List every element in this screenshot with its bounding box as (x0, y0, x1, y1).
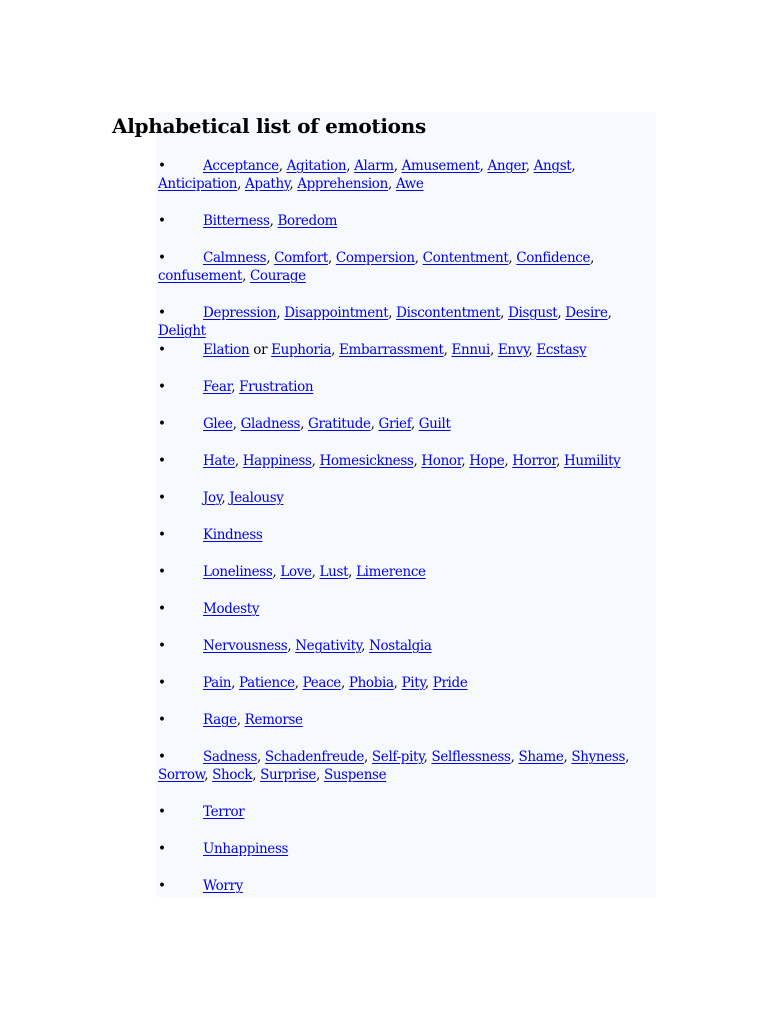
emotion-link[interactable]: Surprise (260, 767, 317, 783)
separator-text: , (607, 305, 612, 321)
emotion-link[interactable]: Nostalgia (369, 638, 432, 654)
emotion-link[interactable]: Shame (518, 749, 564, 765)
list-item (158, 563, 650, 581)
list-item (158, 249, 650, 285)
emotion-link[interactable]: Kindness (203, 527, 263, 543)
list-item (158, 157, 650, 193)
emotion-link[interactable]: Pity (401, 675, 425, 691)
separator-text: , (489, 342, 498, 358)
emotion-link[interactable]: Courage (249, 268, 306, 284)
separator-text: , (234, 453, 243, 469)
separator-text: , (557, 305, 566, 321)
emotion-link[interactable]: Lust (319, 564, 349, 580)
separator-text: , (387, 176, 396, 192)
separator-text: , (388, 305, 397, 321)
emotion-link[interactable]: Agitation (286, 158, 347, 174)
list-item (158, 415, 650, 433)
list-item (158, 304, 650, 340)
emotion-link[interactable]: Love (280, 564, 312, 580)
separator-text: , (331, 342, 340, 358)
separator-text: , (346, 158, 355, 174)
list-item (158, 674, 650, 692)
emotion-link[interactable]: Unhappiness (203, 841, 289, 857)
separator-text: , (443, 342, 452, 358)
emotion-link[interactable]: Alarm (354, 158, 394, 174)
emotion-link[interactable]: Peace (302, 675, 341, 691)
emotion-link[interactable]: Nervousness (203, 638, 288, 654)
emotion-link[interactable]: Happiness (242, 453, 312, 469)
separator-text: , (311, 453, 320, 469)
emotion-link[interactable]: Phobia (348, 675, 394, 691)
emotion-link[interactable]: Depression (203, 305, 277, 321)
emotion-link[interactable]: Homesickness (319, 453, 414, 469)
separator-text: , (236, 712, 245, 728)
separator-text: , (361, 638, 370, 654)
separator-text: , (528, 342, 537, 358)
list-item (158, 600, 650, 618)
separator-text: , (556, 453, 564, 469)
emotion-link[interactable]: Jealousy (229, 490, 284, 506)
list-item (158, 711, 650, 729)
separator-text: , (393, 675, 402, 691)
emotion-link[interactable]: Gladness (240, 416, 301, 432)
bullet-marker: • (158, 453, 166, 469)
separator-text: , (257, 749, 265, 765)
bullet-marker: • (158, 416, 166, 432)
emotion-link[interactable]: Schadenfreude (264, 749, 365, 765)
separator-text: , (272, 564, 281, 580)
bullet-marker: • (158, 158, 166, 174)
bullet-marker: • (158, 527, 166, 543)
emotion-link[interactable]: Embarrassment (339, 342, 444, 358)
emotion-link[interactable]: confusement (158, 268, 243, 284)
emotion-link[interactable]: Boredom (277, 213, 338, 229)
separator-text: , (231, 379, 240, 395)
bullet-marker: • (158, 712, 166, 728)
separator-text: , (364, 749, 372, 765)
separator-text: , (252, 767, 261, 783)
bullet-marker: • (158, 804, 166, 820)
emotion-link[interactable]: Pain (203, 675, 232, 691)
emotion-link[interactable]: Calmness (203, 250, 267, 266)
separator-text: , (393, 158, 402, 174)
list-item (158, 748, 650, 784)
emotion-link[interactable]: Hope (469, 453, 505, 469)
separator-text: , (289, 176, 298, 192)
separator-text: , (327, 250, 336, 266)
emotion-link[interactable]: Pride (432, 675, 468, 691)
emotion-link[interactable]: Apprehension (297, 176, 388, 192)
bullet-marker: • (158, 305, 166, 321)
list-item (158, 526, 650, 544)
emotion-link[interactable]: Worry (203, 878, 243, 894)
separator-text: , (276, 305, 285, 321)
emotion-link[interactable]: Grief (378, 416, 411, 432)
emotion-link[interactable]: Confidence (516, 250, 591, 266)
emotion-link[interactable]: Bitterness (203, 213, 270, 229)
bullet-marker: • (158, 213, 166, 229)
emotion-link[interactable]: Remorse (244, 712, 303, 728)
list-item (158, 637, 650, 655)
list-item (158, 212, 650, 230)
emotion-link[interactable]: Fear (203, 379, 232, 395)
separator-text: , (590, 250, 595, 266)
separator-text: , (300, 416, 309, 432)
emotion-link[interactable]: Shyness (571, 749, 626, 765)
emotion-link[interactable]: Hate (203, 453, 235, 469)
separator-text: or (249, 342, 272, 358)
separator-text: , (510, 749, 519, 765)
emotion-link[interactable]: Negativity (295, 638, 362, 654)
emotion-link[interactable]: Shock (212, 767, 253, 783)
bullet-marker: • (158, 878, 166, 894)
emotion-link[interactable]: Horror (512, 453, 557, 469)
separator-text: , (294, 675, 303, 691)
separator-text: , (232, 416, 241, 432)
emotion-link[interactable]: Loneliness (203, 564, 273, 580)
separator-text: , (287, 638, 296, 654)
list-item (158, 803, 650, 821)
separator-text: , (479, 158, 488, 174)
emotion-link[interactable]: Acceptance (203, 158, 279, 174)
emotion-link[interactable]: Frustration (239, 379, 314, 395)
emotion-link[interactable]: Rage (203, 712, 237, 728)
page-title: Alphabetical list of emotions (112, 114, 426, 138)
list-item (158, 840, 650, 858)
emotion-link[interactable]: Guilt (418, 416, 451, 432)
list-item (158, 877, 650, 895)
emotion-link[interactable]: Amusement (401, 158, 480, 174)
emotion-link[interactable]: Gratitude (308, 416, 371, 432)
emotion-link[interactable]: Patience (239, 675, 295, 691)
separator-text: , (508, 250, 517, 266)
emotion-link[interactable]: Contentment (422, 250, 509, 266)
emotion-link[interactable]: Ecstasy (536, 342, 587, 358)
list-item (158, 378, 650, 396)
bullet-marker: • (158, 749, 166, 765)
separator-text: , (625, 749, 630, 765)
bullet-marker: • (158, 564, 166, 580)
emotion-link[interactable]: Awe (395, 176, 424, 192)
separator-text: , (504, 453, 513, 469)
emotion-link[interactable]: Comfort (274, 250, 328, 266)
emotion-link[interactable]: Desire (565, 305, 608, 321)
separator-text: , (500, 305, 509, 321)
emotion-link[interactable]: Self-pity (371, 749, 424, 765)
emotion-link[interactable]: Ennui (451, 342, 490, 358)
bullet-marker: • (158, 342, 166, 358)
list-item (158, 341, 650, 359)
emotion-link[interactable]: Honor (421, 453, 462, 469)
bullet-marker: • (158, 638, 166, 654)
emotion-link[interactable]: Terror (203, 804, 245, 820)
emotion-link[interactable]: Compersion (335, 250, 415, 266)
emotion-link[interactable]: Angst (533, 158, 572, 174)
emotion-link[interactable]: Selflessness (431, 749, 511, 765)
bullet-marker: • (158, 379, 166, 395)
separator-text: , (237, 176, 246, 192)
emotion-link[interactable]: Anticipation (158, 176, 238, 192)
bullet-marker: • (158, 675, 166, 691)
separator-text: , (204, 767, 213, 783)
separator-text: , (414, 250, 423, 266)
separator-text: , (563, 749, 572, 765)
emotion-link[interactable]: Modesty (203, 601, 260, 617)
emotion-link[interactable]: Disgust (508, 305, 558, 321)
separator-text: , (413, 453, 422, 469)
list-item (158, 489, 650, 507)
separator-text: , (340, 675, 349, 691)
document-content (112, 112, 656, 897)
emotion-link[interactable]: Delight (158, 323, 206, 339)
separator-text: , (316, 767, 324, 783)
separator-text: , (525, 158, 534, 174)
emotion-link[interactable]: Sorrow (158, 767, 205, 783)
emotion-link[interactable]: Joy (203, 490, 222, 506)
emotion-link[interactable]: Humility (563, 453, 621, 469)
bullet-marker: • (158, 490, 166, 506)
bullet-marker: • (158, 601, 166, 617)
separator-text: , (461, 453, 470, 469)
bullet-marker: • (158, 250, 166, 266)
separator-text: , (266, 250, 275, 266)
emotion-link[interactable]: Discontentment (396, 305, 501, 321)
separator-text: , (424, 675, 433, 691)
separator-text: , (410, 416, 419, 432)
emotion-link[interactable]: Elation (203, 342, 250, 358)
bullet-marker: • (158, 841, 166, 857)
separator-text: , (221, 490, 230, 506)
emotion-link[interactable]: Apathy (245, 176, 290, 192)
emotion-link[interactable]: Limerence (356, 564, 426, 580)
emotion-link[interactable]: Sadness (203, 749, 258, 765)
emotion-link[interactable]: Glee (203, 416, 233, 432)
emotion-link[interactable]: Disappointment (284, 305, 389, 321)
separator-text: , (242, 268, 250, 284)
separator-text: , (311, 564, 320, 580)
emotion-link[interactable]: Euphoria (271, 342, 332, 358)
separator-text: , (423, 749, 432, 765)
emotion-link[interactable]: Suspense (323, 767, 387, 783)
list-item (158, 452, 650, 470)
emotion-link[interactable]: Anger (487, 158, 526, 174)
separator-text: , (370, 416, 379, 432)
separator-text: , (348, 564, 357, 580)
separator-text: , (231, 675, 240, 691)
separator-text: , (278, 158, 287, 174)
emotion-link[interactable]: Envy (497, 342, 529, 358)
separator-text: , (571, 158, 576, 174)
separator-text: , (269, 213, 278, 229)
